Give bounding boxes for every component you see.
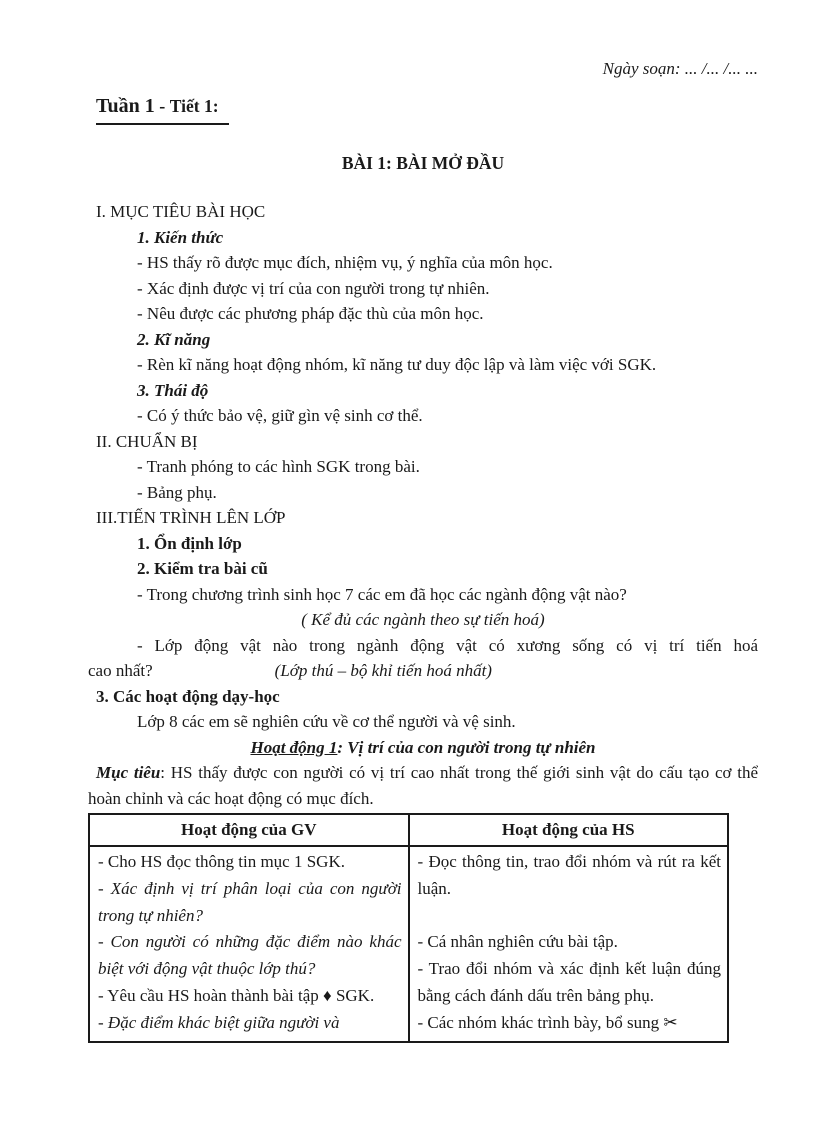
subsection-hoat-dong-day-hoc: 3. Các hoạt động dạy-học — [96, 686, 280, 706]
gv-activity-paragraph: - Yêu cầu HS hoàn thành bài tập ♦ SGK. — [98, 985, 375, 1005]
subsection-ki-nang: 2. Kĩ năng — [137, 329, 211, 349]
gv-column-header: Hoạt động của GV — [89, 814, 409, 846]
section-ii-heading: II. CHUẨN BỊ — [96, 431, 198, 451]
gv-activities-cell — [89, 846, 409, 1042]
doc-line: - Có ý thức bảo vệ, giữ gìn vệ sinh cơ thể. — [137, 406, 423, 425]
subsection-kiem-tra: 2. Kiểm tra bài cũ — [137, 559, 268, 578]
week-heading-underline — [96, 92, 229, 125]
doc-line: - Rèn kĩ năng hoạt động nhóm, kĩ năng tư duy độc lập và làm việc với SGK. — [137, 355, 657, 374]
lesson-title: BÀI 1: BÀI MỞ ĐẦU — [341, 153, 505, 173]
hs-activity-paragraph: - Trao đổi nhóm và xác định kết luận đúng bằng cách đánh dấu trên bảng phụ. — [417, 959, 721, 1005]
section-i-heading: I. MỤC TIÊU BÀI HỌC — [96, 202, 266, 221]
hs-column-header: Hoạt động của HS — [409, 814, 729, 846]
activity-table — [88, 813, 729, 1043]
doc-line: Lớp 8 các em sẽ nghiên cứu về cơ thể người và vệ sinh. — [137, 712, 516, 731]
date-line: Ngày soạn: ... /... /... ... — [602, 59, 758, 78]
gv-activity-paragraph: - Con người có những đặc điểm nào khác biệt với động vật thuộc lớp thú? — [98, 932, 402, 979]
gv-activity-paragraph: - Xác định vị trí phân loại của con người trong tự nhiên? — [98, 878, 402, 925]
doc-line: - Tranh phóng to các hình SGK trong bài. — [137, 457, 420, 476]
doc-line: - Nêu được các phương pháp đặc thù của môn học. — [137, 304, 484, 323]
hs-activity-paragraph — [418, 903, 722, 930]
subsection-on-dinh: 1. Ổn định lớp — [137, 533, 242, 553]
hs-activity-paragraph: - Đọc thông tin, trao đổi nhóm và rút ra kết luận. — [417, 852, 721, 898]
doc-line: - Lớp động vật nào trong ngành động vật có xương sống có vị trí tiến hoá — [137, 635, 758, 655]
doc-line: - Bảng phụ. — [137, 482, 217, 502]
doc-line: ( Kể đủ các ngành theo sự tiến hoá) — [301, 610, 545, 629]
hs-activity-paragraph: - Cá nhân nghiên cứu bài tập. — [417, 932, 618, 952]
activity-1-objective: Mục tiêu: HS thấy được con người có vị trí cao nhất trong thế giới sinh vật do cấu tạo cơ thể hoàn chỉnh và các hoạt động có mục đích. — [88, 763, 758, 808]
doc-line: cao nhất? (Lớp thú – bộ khỉ tiến hoá nhất) — [88, 661, 492, 680]
document-body — [88, 199, 758, 811]
week-label: Tuần 1 — [96, 95, 155, 117]
doc-line: - Xác định được vị trí của con người trong tự nhiên. — [137, 278, 490, 298]
section-iii-heading: III.TIẾN TRÌNH LÊN LỚP — [96, 508, 286, 527]
week-separator: - — [154, 96, 170, 116]
week-heading — [96, 92, 758, 125]
doc-line: - Trong chương trình sinh học 7 các em đã học các ngành động vật nào? — [137, 584, 627, 604]
hs-activities-cell — [409, 846, 729, 1042]
subsection-thai-do: 3. Thái độ — [137, 380, 209, 400]
subsection-kien-thuc: 1. Kiến thức — [137, 227, 224, 247]
doc-line: - HS thấy rõ được mục đích, nhiệm vụ, ý nghĩa của môn học. — [137, 253, 553, 272]
period-label: Tiết 1: — [169, 96, 219, 116]
activity-table-header — [89, 814, 728, 846]
activity-1-title: Hoạt động 1: Vị trí của con người trong tự nhiên — [250, 737, 596, 757]
gv-activity-paragraph: - Cho HS đọc thông tin mục 1 SGK. — [98, 852, 345, 871]
hs-activity-paragraph: - Các nhóm khác trình bày, bổ sung ✂ — [417, 1012, 678, 1032]
gv-activity-paragraph: - Đặc điểm khác biệt giữa người và — [98, 1012, 340, 1032]
